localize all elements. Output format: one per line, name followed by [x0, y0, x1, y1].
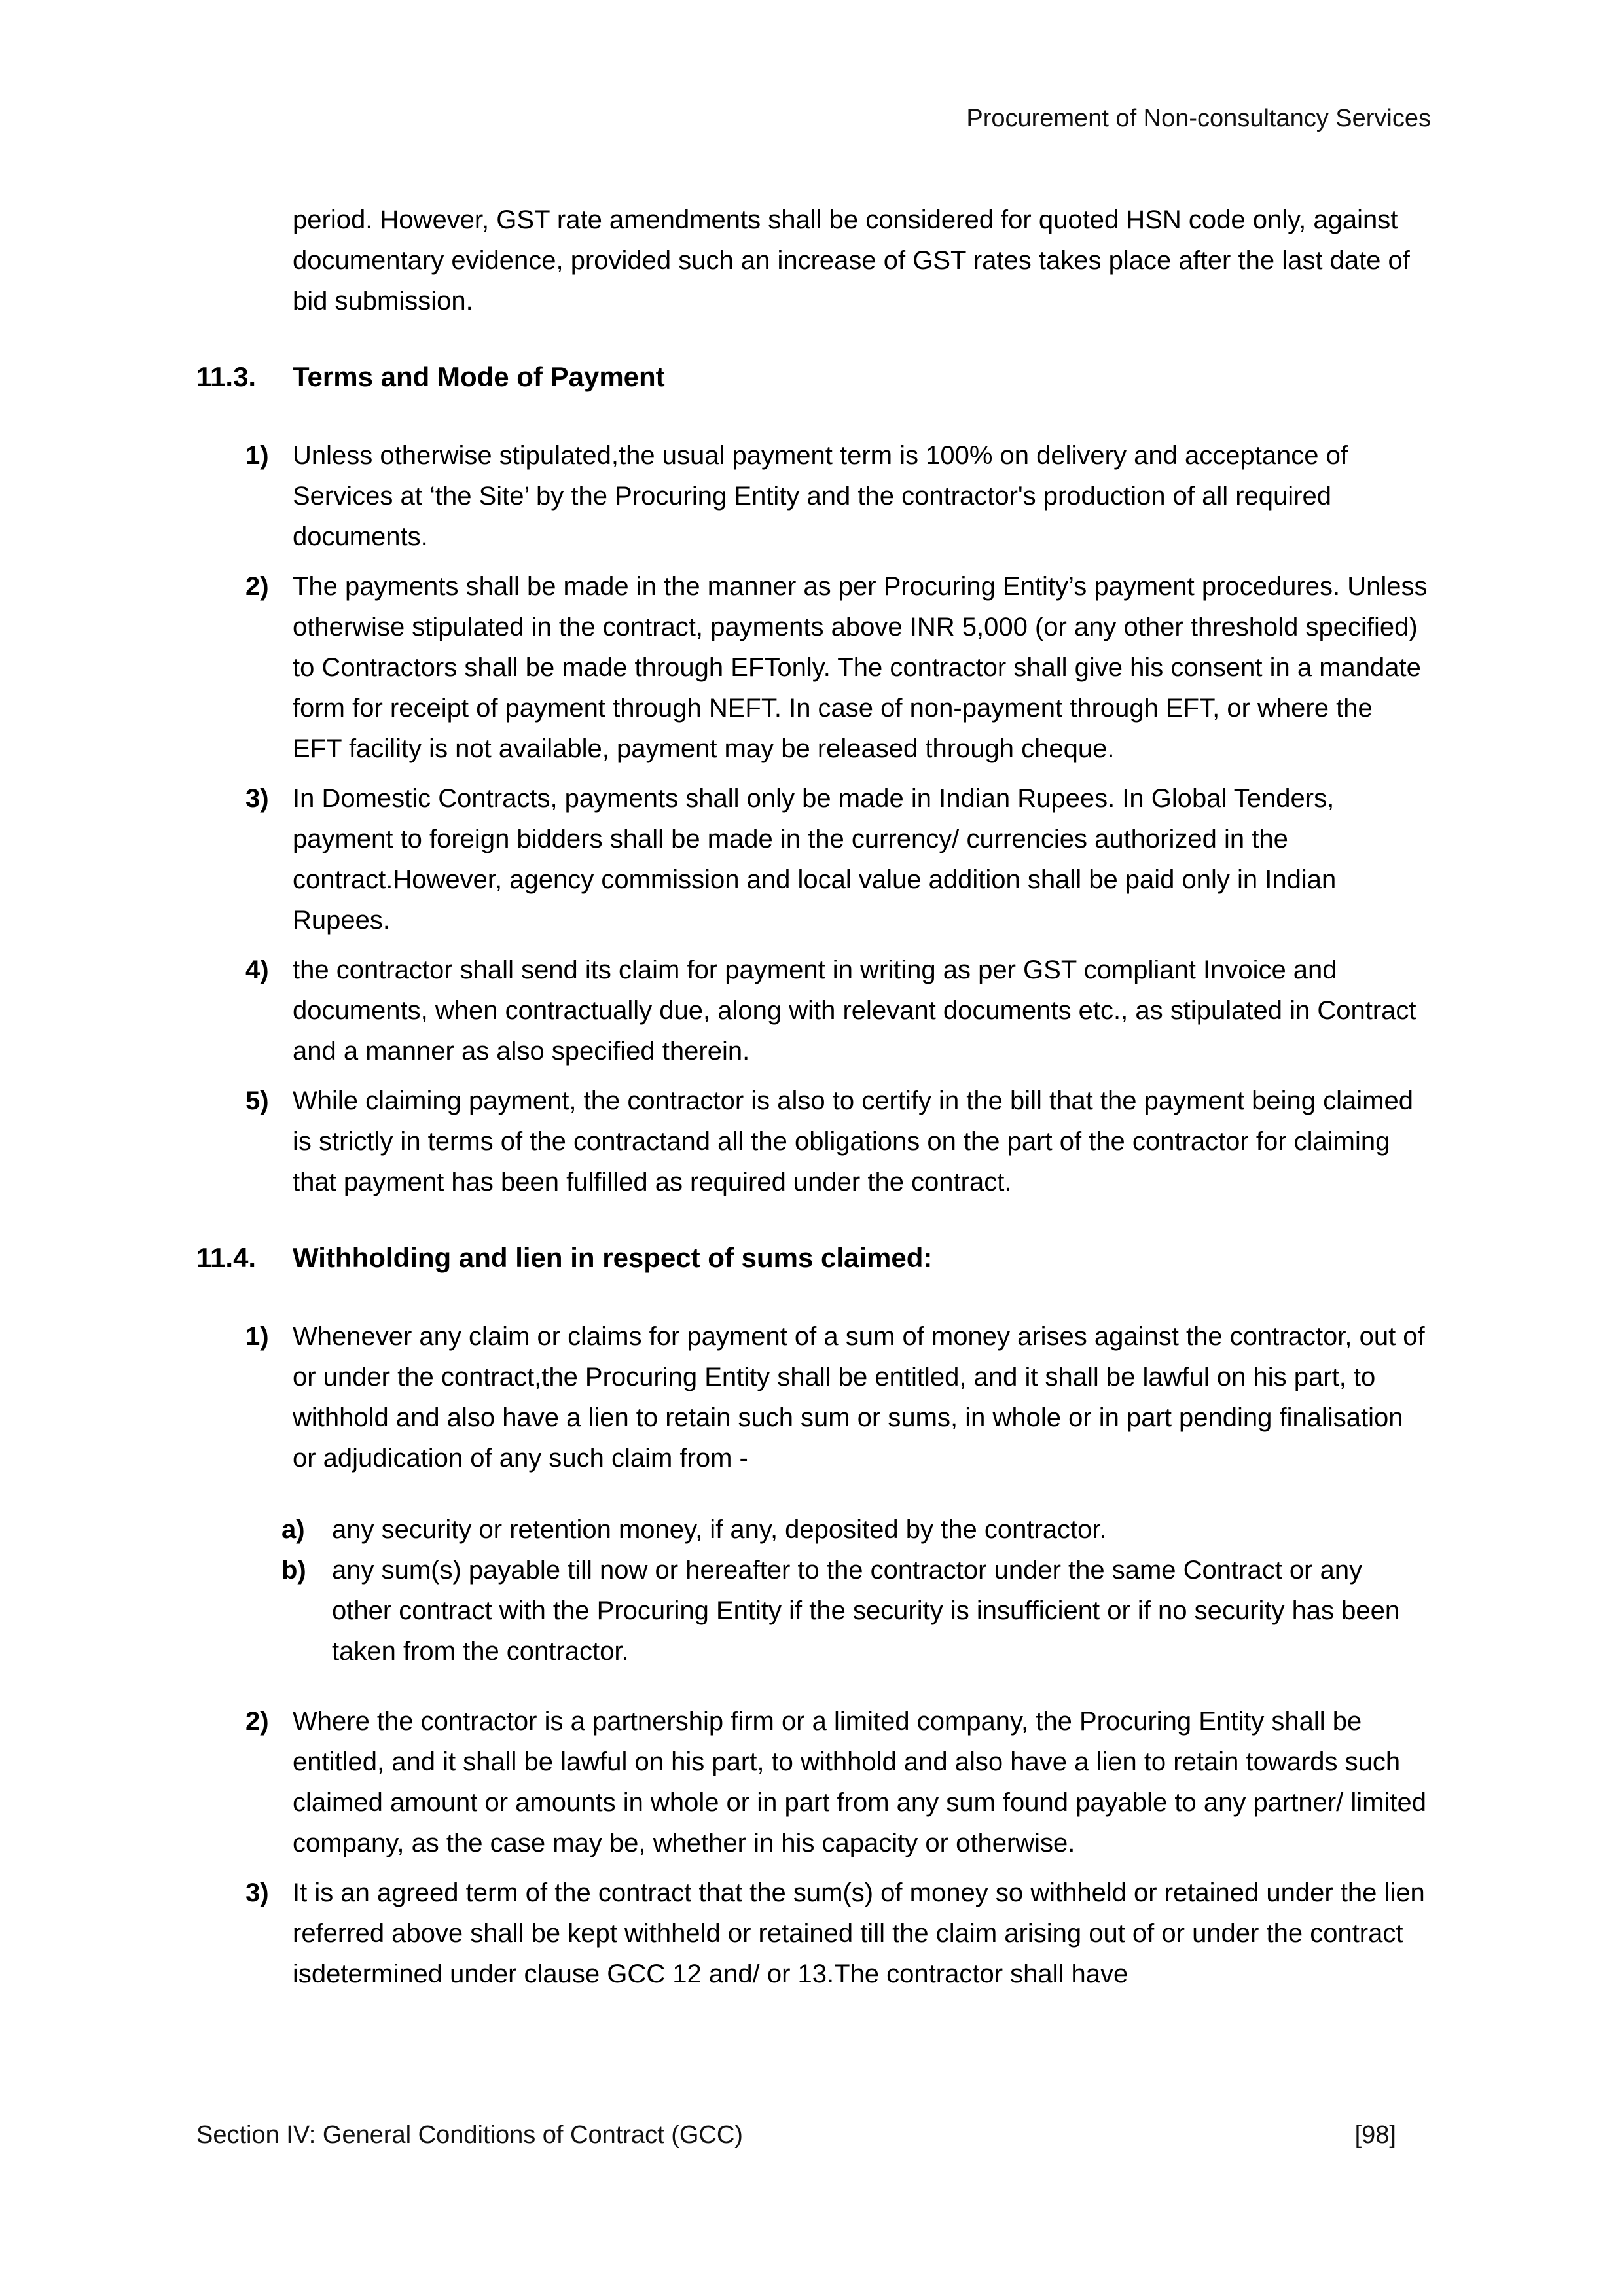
item-text: Where the contractor is a partnership firm or a limited company, the Procuring Entity shall be entitled, and it shall be lawful on his part, to withhold and also have a lien to retain towards such claimed amount or amounts in whole or in part from any sum found payable to any partner/ limited company, as the case may be, whether in his capacity or otherwise.	[293, 1707, 1426, 1857]
page-number: [98]	[1354, 2121, 1396, 2149]
section-title: Withholding and lien in respect of sums claimed:	[293, 1242, 933, 1273]
item-marker: 4)	[245, 956, 269, 984]
list-item	[196, 1701, 1428, 1863]
intro-paragraph: period. However, GST rate amendments shall be considered for quoted HSN code only, against documentary evidence, provided such an increase of GST rates takes place after the last date of bid submission.	[293, 206, 1410, 315]
list-item	[196, 778, 1428, 941]
sub-list-item	[196, 1550, 1428, 1672]
section-heading-11-3	[196, 357, 1428, 397]
item-marker: 2)	[245, 1707, 269, 1736]
list-item	[196, 435, 1428, 557]
list-item	[196, 1081, 1428, 1202]
list-item	[196, 950, 1428, 1071]
footer-section-label: Section IV: General Conditions of Contract (GCC)	[196, 2121, 743, 2149]
page-body	[196, 200, 1428, 2003]
list-item	[196, 1316, 1428, 1672]
section-11-3-list	[196, 435, 1428, 1202]
sub-item-text: any sum(s) payable till now or hereafter to the contractor under the same Contract or any other contract with the Procuring Entity if the security is insufficient or if no security has been taken from the contractor.	[332, 1556, 1400, 1666]
item-text: Unless otherwise stipulated,the usual payment term is 100% on delivery and acceptance of Services at ‘the Site’ by the Procuring Entity and the contractor's production of all required documents.	[293, 441, 1348, 551]
item-text: It is an agreed term of the contract that the sum(s) of money so withheld or retained under the lien referred above shall be kept withheld or retained till the claim arising out of or under the contract isdetermined under clause GCC 12 and/ or 13.The contractor shall have	[293, 1878, 1425, 1988]
item-text: While claiming payment, the contractor is also to certify in the bill that the payment being claimed is strictly in terms of the contractand all the obligations on the part of the contractor for claiming that payment has been fulfilled as required under the contract.	[293, 1086, 1413, 1196]
sub-item-text: any security or retention money, if any, deposited by the contractor.	[332, 1515, 1107, 1544]
list-item	[196, 566, 1428, 769]
item-marker: 1)	[245, 441, 269, 470]
item-marker: 3)	[245, 1878, 269, 1907]
page-footer	[196, 2119, 1428, 2151]
item-text: Whenever any claim or claims for payment of a sum of money arises against the contractor, out of or under the contract,the Procuring Entity shall be entitled, and it shall be lawful on his part, to withhold and also have a lien to retain such sum or sums, in whole or in part pending finalisation or adjudication of any such claim from -	[293, 1322, 1425, 1473]
item-marker: 1)	[245, 1322, 269, 1351]
item-text: In Domestic Contracts, payments shall only be made in Indian Rupees. In Global Tenders, payment to foreign bidders shall be made in the currency/ currencies authorized in the contract.However, agency commission and local value addition shall be paid only in Indian Rupees.	[293, 784, 1337, 935]
page-header-title: Procurement of Non-consultancy Services	[966, 105, 1431, 132]
section-heading-11-4	[196, 1238, 1428, 1278]
sub-list-item	[196, 1509, 1428, 1550]
sub-item-marker: a)	[281, 1515, 305, 1544]
item-text: the contractor shall send its claim for payment in writing as per GST compliant Invoice and documents, when contractually due, along with relevant documents etc., as stipulated in Contract and a manner as also specified therein.	[293, 956, 1416, 1066]
sub-item-marker: b)	[281, 1556, 306, 1585]
section-number: 11.4.	[196, 1242, 257, 1273]
item-marker: 5)	[245, 1086, 269, 1115]
item-text: The payments shall be made in the manner as per Procuring Entity’s payment procedures. Unless otherwise stipulated in the contract, payments above INR 5,000 (or any other threshold specified) to Contractors shall be made through EFTonly. The contractor shall give his consent in a mandate form for receipt of payment through NEFT. In case of non-payment through EFT, or where the EFT facility is not available, payment may be released through cheque.	[293, 572, 1428, 763]
list-item	[196, 1873, 1428, 1994]
section-number: 11.3.	[196, 361, 257, 392]
sub-list	[196, 1509, 1428, 1672]
section-11-4-list	[196, 1316, 1428, 1994]
section-title: Terms and Mode of Payment	[293, 361, 665, 392]
item-marker: 3)	[245, 784, 269, 813]
item-marker: 2)	[245, 572, 269, 601]
